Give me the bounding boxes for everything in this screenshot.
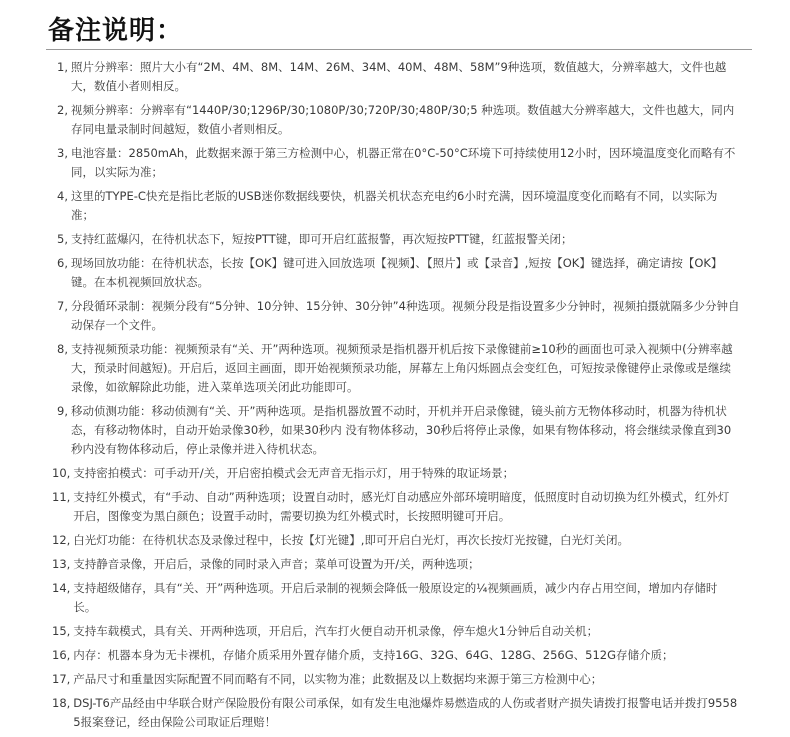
note-item: [52, 488, 740, 526]
note-number: 17,: [52, 672, 71, 686]
note-number: 13,: [52, 557, 71, 571]
note-number: 15,: [52, 624, 71, 638]
note-text: 现场回放功能：在待机状态，长按【OK】键可进入回放选项【视频】、【照片】或【录音】,短按【OK】键选择，确定请按【OK】键。在本机视频回放状态。: [71, 256, 723, 289]
note-text: 分段循环录制：视频分段有“5分钟、10分钟、15分钟、30分钟”4种选项。视频分段是指设置多少分钟时，视频拍摄就隔多少分钟自动保存一个文件。: [71, 299, 740, 332]
note-text: 支持车载模式，具有关、开两种选项，开启后，汽车打火便自动开机录像，停车熄火1分钟后自动关机；: [73, 624, 599, 638]
note-number: 1,: [57, 60, 68, 74]
note-item: [52, 402, 740, 459]
note-number: 5,: [57, 232, 68, 246]
note-text: 照片分辨率：照片大小有“2M、4M、8M、14M、26M、34M、40M、48M、58M”9种选项，数值越大，分辨率越大，文件也越大，数值小者则相反。: [71, 60, 727, 93]
note-item: [52, 58, 740, 96]
note-number: 3,: [57, 146, 68, 160]
note-item: [52, 555, 740, 574]
note-number: 8,: [57, 342, 68, 356]
note-item: [52, 230, 740, 249]
note-item: [52, 531, 740, 550]
note-item: [52, 340, 740, 397]
note-item: [52, 579, 740, 617]
note-text: 支持红蓝爆闪，在待机状态下，短按PTT键，即可开启红蓝报警，再次短按PTT键，红蓝报警关闭；: [71, 232, 573, 246]
note-text: DSJ-T6产品经由中华联合财产保险股份有限公司承保，如有发生电池爆炸易燃造成的人伤或者财产损失请拨打报警电话并拨打95585报案登记，经由保险公司取证后理赔！: [73, 696, 738, 729]
note-text: 产品尺寸和重量因实际配置不同而略有不同，以实物为准；此数据及以上数据均来源于第三方检测中心；: [73, 672, 603, 686]
note-number: 12,: [52, 533, 71, 547]
note-number: 16,: [52, 648, 71, 662]
note-number: 14,: [52, 581, 71, 595]
note-number: 10,: [52, 466, 71, 480]
note-text: 这里的TYPE-C快充是指比老版的USB迷你数据线要快，机器关机状态充电约6小时充满，因环境温度变化而略有不同，以实际为准；: [71, 189, 718, 222]
note-text: 支持超级储存，具有“关、开”两种选项。开启后录制的视频会降低一般原设定的¼视频画质，减少内存占用空间，增加内存储时长。: [73, 581, 718, 614]
note-text: 视频分辨率：分辨率有“1440P/30;1296P/30;1080P/30;720P/30;480P/30;5 种选项。数值越大分辨率越大，文件也越大，同内存同电量录制时间越短，数值小者则相反。: [71, 103, 735, 136]
note-item: [52, 144, 740, 182]
note-item: [52, 646, 740, 665]
note-number: 9,: [57, 404, 68, 418]
note-number: 7,: [57, 299, 68, 313]
note-item: [52, 187, 740, 225]
page-title: 备注说明：: [48, 16, 184, 46]
note-text: 支持密拍模式：可手动开/关，开启密拍模式会无声音无指示灯，用于特殊的取证场景；: [73, 466, 515, 480]
note-number: 11,: [52, 490, 71, 504]
note-text: 支持视频预录功能：视频预录有“关、开”两种选项。视频预录是指机器开机后按下录像键前≥10秒的画面也可录入视频中(分辨率越大，预录时间越短)。开启后，返回主画面，即开始视频预录功能，屏幕左上角闪烁圆点会变红色，可短按录像键停止录像或是继续录像，如欲解除此功能，进入菜单选项关闭此功能即可。: [71, 342, 733, 394]
note-item: [52, 670, 740, 689]
note-item: [52, 297, 740, 335]
note-item: [52, 464, 740, 483]
note-number: 2,: [57, 103, 68, 117]
note-item: [52, 101, 740, 139]
note-item: [52, 254, 740, 292]
note-item: [52, 694, 740, 732]
notes-list: [52, 58, 740, 737]
note-text: 白光灯功能：在待机状态及录像过程中，长按【灯光键】,即可开启白光灯，再次长按灯光按键，白光灯关闭。: [73, 533, 629, 547]
note-number: 6,: [57, 256, 68, 270]
note-text: 移动侦测功能：移动侦测有“关、开”两种选项。是指机器放置不动时，开机并开启录像键，镜头前方无物体移动时，机器为待机状态，有移动物体时，自动开始录像30秒，如果30秒内 没有物体移动，30秒后将停止录像，如果有物体移动，将会继续录像直到30秒内没有物体移动后，停止录像并进入待机状态。: [71, 404, 732, 456]
note-text: 支持静音录像，开启后，录像的同时录入声音；菜单可设置为开/关，两种选项；: [73, 557, 480, 571]
note-text: 支持红外模式，有“手动、自动”两种选项；设置自动时，感光灯自动感应外部环境明暗度，低照度时自动切换为红外模式，红外灯开启，图像变为黑白颜色；设置手动时，需要切换为红外模式时，长按照明键可开启。: [73, 490, 730, 523]
note-text: 电池容量：2850mAh，此数据来源于第三方检测中心，机器正常在0°C-50°C环境下可持续使用12小时，因环境温度变化而略有不同，以实际为准；: [71, 146, 736, 179]
note-text: 内存：机器本身为无卡裸机，存储介质采用外置存储介质，支持16G、32G、64G、128G、256G、512G存储介质；: [73, 648, 674, 662]
title-divider: [46, 49, 752, 50]
note-number: 4,: [57, 189, 68, 203]
note-number: 18,: [52, 696, 71, 710]
note-item: [52, 622, 740, 641]
